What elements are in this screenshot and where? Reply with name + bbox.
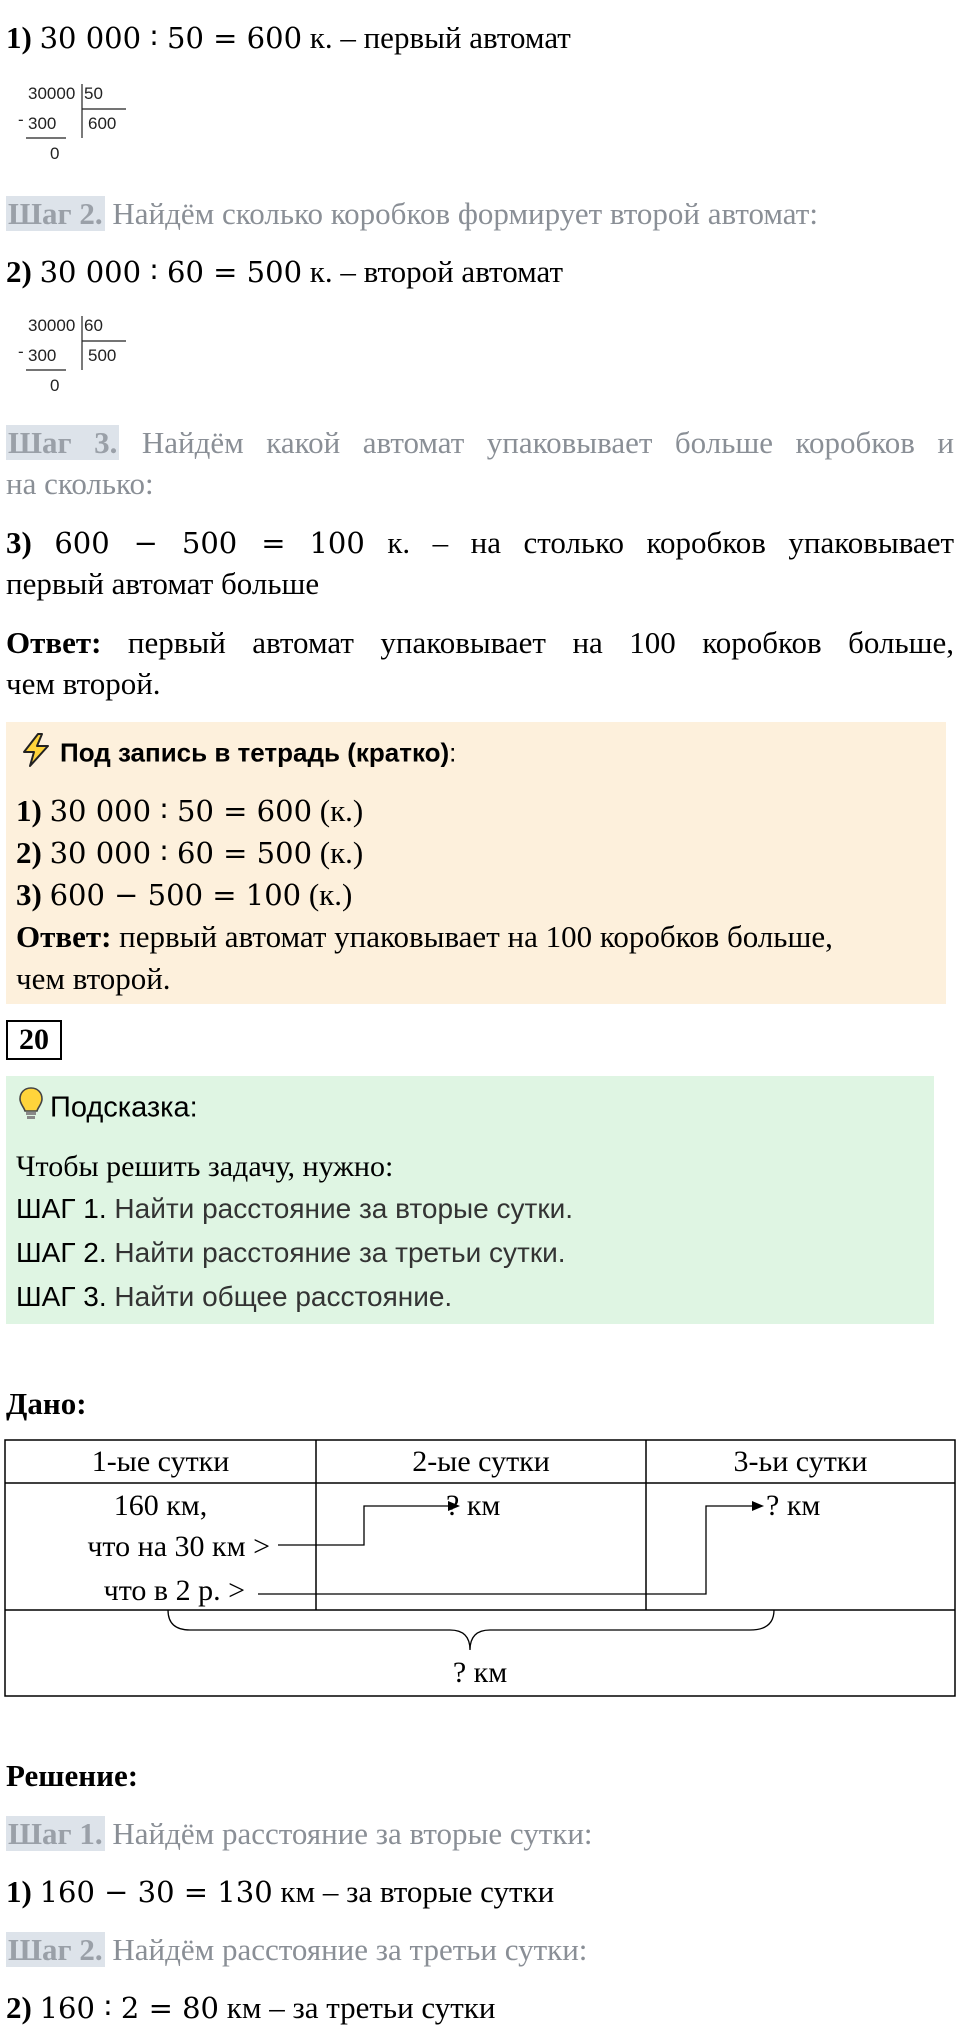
equation: 30 000 ∶ 50 = 600 [49, 794, 313, 828]
line-text: к. – первый автомат [302, 20, 571, 55]
equation: 600 − 500 = 100 [49, 878, 302, 912]
equation: 30 000 ∶ 60 = 500 [39, 255, 303, 289]
step-text: Найдём расстояние за третьи сутки: [104, 1932, 588, 1967]
line-text: к. – на столько коробков упаковывает [364, 525, 954, 560]
hint-step-text: Найти расстояние за третьи сутки. [106, 1237, 566, 1268]
note-title: Под запись в тетрадь (кратко) [60, 737, 450, 768]
day-2-unknown: ? км [446, 1489, 501, 1522]
hint-step-text: Найти общее расстояние. [106, 1281, 453, 1312]
note-title-colon: : [449, 737, 457, 768]
line-number: 3) [6, 525, 32, 560]
quotient: 500 [88, 346, 117, 365]
day-1-relation-ratio: что в 2 р. > [103, 1574, 245, 1607]
column-header-day-2: 2-ые сутки [412, 1445, 550, 1478]
line-number: 2) [6, 254, 32, 289]
total-unknown: ? км [452, 1656, 508, 1689]
row-number: 3) [16, 877, 42, 912]
hint-step-label: ШАГ 2. [16, 1237, 107, 1268]
day-1-distance: 160 км, [113, 1489, 208, 1522]
remainder: 0 [50, 376, 60, 395]
solution-step-2-heading [6, 1930, 587, 1970]
minus-sign: - [18, 342, 24, 361]
step-text: Найдём сколько коробков формирует второй автомат: [104, 196, 818, 231]
solution-step-2-line [6, 1988, 495, 2028]
answer-label: Ответ: [6, 625, 102, 660]
line-text: км – за третьи сутки [219, 1990, 496, 2025]
remainder: 0 [50, 144, 60, 163]
equation: 160 ∶ 2 = 80 [39, 1991, 220, 2025]
unit: (к.) [312, 793, 364, 828]
answer-text-continuation: чем второй. [16, 961, 171, 996]
row-number: 2) [16, 835, 42, 870]
quotient: 600 [88, 114, 117, 133]
answer-text: первый автомат упаковывает на 100 коробков больше, [111, 919, 833, 954]
minus-sign: - [18, 110, 24, 129]
step-text: Найдём расстояние за вторые сутки: [104, 1816, 593, 1851]
task-number: 20 [6, 1020, 62, 1060]
hint-title: Подсказка: [50, 1091, 198, 1124]
dividend: 30000 [28, 84, 76, 103]
solution-step-1-heading [6, 1814, 593, 1854]
hint-step-label: ШАГ 1. [16, 1193, 107, 1224]
step-label: Шаг 2. [8, 196, 103, 231]
equation: 30 000 ∶ 50 = 600 [39, 21, 303, 55]
answer-text-continuation: чем второй. [6, 666, 161, 701]
hint-step-text: Найти расстояние за вторые сутки. [106, 1193, 574, 1224]
line-text: к. – второй автомат [302, 254, 564, 289]
equation: 600 − 500 = 100 [54, 526, 365, 560]
step-label: Шаг 1. [8, 1816, 103, 1851]
given-title: Дано: [6, 1386, 87, 1421]
step-label: Шаг 3. [8, 425, 118, 460]
row-number: 1) [16, 793, 42, 828]
hint-step-label: ШАГ 3. [16, 1281, 107, 1312]
subtrahend: 300 [28, 346, 57, 365]
line-number: 2) [6, 1990, 32, 2025]
day-3-unknown: ? км [766, 1489, 821, 1522]
unit: (к.) [301, 877, 353, 912]
answer-label: Ответ: [16, 919, 112, 954]
divisor: 60 [84, 316, 103, 335]
solution-step-1-line [6, 1872, 554, 1912]
subtrahend: 300 [28, 114, 57, 133]
column-header-day-3: 3-ьи сутки [733, 1445, 868, 1478]
dividend: 30000 [28, 316, 76, 335]
column-header-day-1: 1-ые сутки [91, 1445, 230, 1478]
step-text-continuation: на сколько: [6, 466, 154, 501]
divisor: 50 [84, 84, 103, 103]
step-text: Найдём какой автомат упаковывает больше коробков и [119, 425, 954, 460]
equation: 30 000 ∶ 60 = 500 [49, 836, 313, 870]
day-1-relation-difference: что на 30 км > [87, 1530, 270, 1563]
hint-intro: Чтобы решить задачу, нужно: [16, 1150, 394, 1183]
line-text-continuation: первый автомат больше [6, 566, 320, 601]
line-number: 1) [6, 20, 32, 55]
equation: 160 − 30 = 130 [39, 1875, 273, 1909]
answer-text: первый автомат упаковывает на 100 коробков больше, [101, 625, 954, 660]
line-number: 1) [6, 1874, 32, 1909]
line-text: км – за вторые сутки [272, 1874, 555, 1909]
solution-title: Решение: [6, 1758, 139, 1793]
unit: (к.) [312, 835, 364, 870]
step-label: Шаг 2. [8, 1932, 103, 1967]
